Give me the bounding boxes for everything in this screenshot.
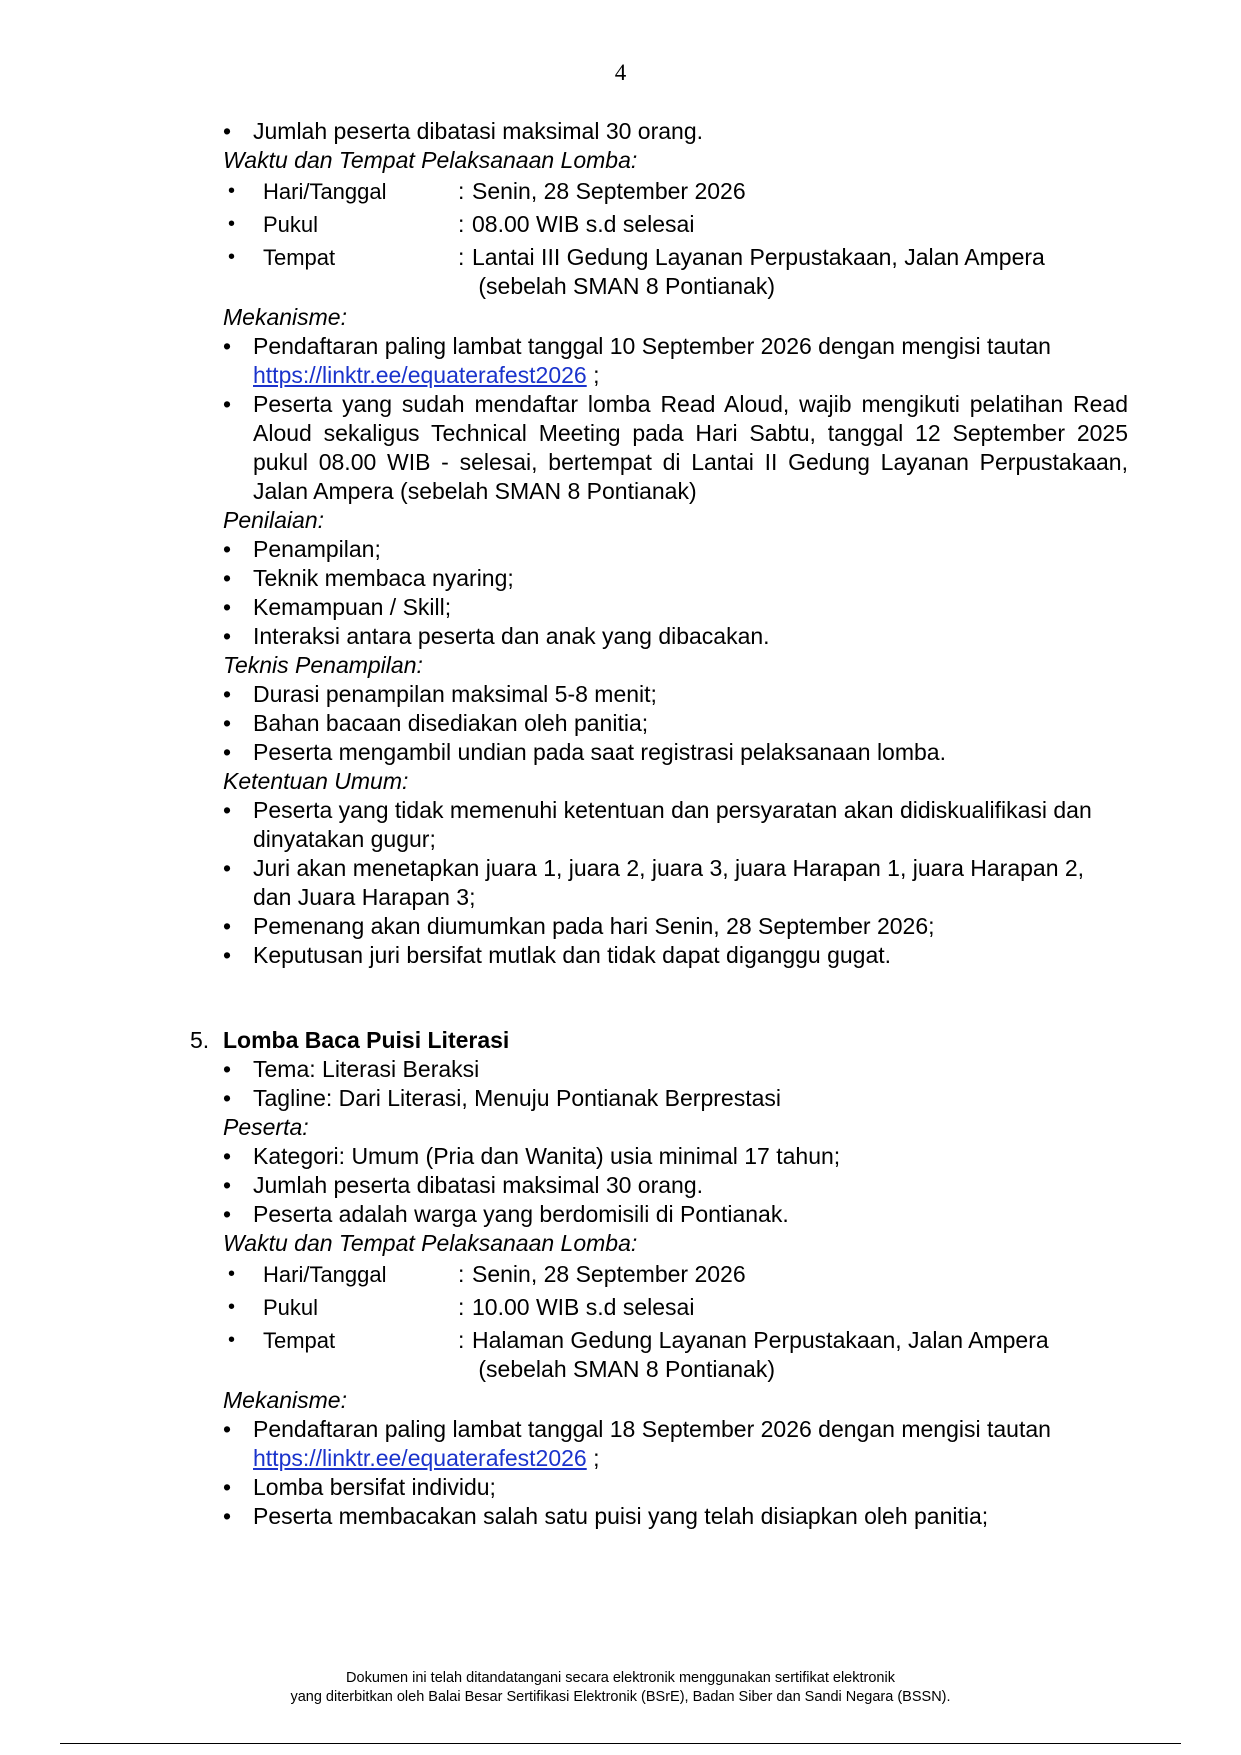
- list-item: • Lomba bersifat individu;: [223, 1473, 1128, 1502]
- list-item: • Peserta yang sudah mendaftar lomba Read Aloud, wajib mengikuti pelatihan Read Aloud sekaligus Technical Meeting pada Hari Sabtu, tanggal 12 September 2025 pukul 08.00 WIB - selesai, bertempat di Lantai II Gedung Layanan Perpustakaan, Jalan Ampera (sebelah SMAN 8 Pontianak): [223, 390, 1128, 506]
- list-item: • Pendaftaran paling lambat tanggal 18 September 2026 dengan mengisi tautan https://linktr.ee/equaterafest2026 ;: [223, 1415, 1128, 1473]
- footer-line: yang diterbitkan oleh Balai Besar Sertifikasi Elektronik (BSrE), Badan Siber dan Sandi Negara (BSSN).: [290, 1689, 951, 1705]
- list-item: • Pemenang akan diumumkan pada hari Senin, 28 September 2026;: [223, 912, 1128, 941]
- section-number: 5.: [190, 1027, 210, 1053]
- info-value: Senin, 28 September 2026: [472, 1261, 746, 1287]
- section-spacer: [223, 970, 1128, 1026]
- section-heading-waktu: Waktu dan Tempat Pelaksanaan Lomba:: [223, 147, 638, 173]
- registration-link[interactable]: https://linktr.ee/equaterafest2026: [253, 362, 587, 388]
- info-label: • Pukul: [263, 1295, 319, 1320]
- list-item: • Peserta yang tidak memenuhi ketentuan dan persyaratan akan didiskualifikasi dan dinyatakan gugur;: [223, 796, 1128, 854]
- list-item: • Peserta membacakan salah satu puisi yang telah disiapkan oleh panitia;: [223, 1502, 1128, 1531]
- info-row-tanggal: [223, 1258, 1128, 1291]
- info-value: Lantai III Gedung Layanan Perpustakaan, Jalan Ampera (sebelah SMAN 8 Pontianak): [472, 244, 1045, 299]
- info-value: Halaman Gedung Layanan Perpustakaan, Jalan Ampera (sebelah SMAN 8 Pontianak): [472, 1327, 1049, 1382]
- info-row-pukul: [223, 1291, 1128, 1324]
- list-item: • Durasi penampilan maksimal 5-8 menit;: [223, 680, 1128, 709]
- section-heading-penilaian: Penilaian:: [223, 507, 325, 533]
- list-item: • Kategori: Umum (Pria dan Wanita) usia minimal 17 tahun;: [223, 1142, 1128, 1171]
- page-number: 4: [614, 60, 627, 85]
- info-label: • Hari/Tanggal: [263, 179, 387, 204]
- registration-link[interactable]: https://linktr.ee/equaterafest2026: [253, 1445, 587, 1471]
- info-label: • Hari/Tanggal: [263, 1262, 387, 1287]
- list-item: • Juri akan menetapkan juara 1, juara 2, juara 3, juara Harapan 1, juara Harapan 2, dan Juara Harapan 3;: [223, 854, 1128, 912]
- section-heading-peserta: Peserta:: [223, 1114, 309, 1140]
- section-title-text: Lomba Baca Puisi Literasi: [223, 1027, 510, 1053]
- info-colon: :: [458, 211, 465, 237]
- list-item: • Jumlah peserta dibatasi maksimal 30 orang.: [223, 1171, 1128, 1200]
- info-row-pukul: [223, 208, 1128, 241]
- info-colon: :: [458, 1327, 465, 1353]
- list-item: • Peserta mengambil undian pada saat registrasi pelaksanaan lomba.: [223, 738, 1128, 767]
- info-row-tempat: [223, 241, 1128, 303]
- info-colon: :: [458, 1261, 465, 1287]
- info-label: • Pukul: [263, 212, 319, 237]
- document-body: [190, 117, 1128, 1531]
- list-item: • Teknik membaca nyaring;: [223, 564, 1128, 593]
- info-colon: :: [458, 1294, 465, 1320]
- section-heading-mekanisme: Mekanisme:: [223, 1387, 347, 1413]
- list-item: • Peserta adalah warga yang berdomisili di Pontianak.: [223, 1200, 1128, 1229]
- info-row-tanggal: [223, 175, 1128, 208]
- info-value: Senin, 28 September 2026: [472, 178, 746, 204]
- footer-line: Dokumen ini telah ditandatangani secara elektronik menggunakan sertifikat elektronik: [346, 1670, 895, 1686]
- section-heading-waktu: Waktu dan Tempat Pelaksanaan Lomba:: [223, 1230, 638, 1256]
- section-title: [190, 1026, 1128, 1055]
- info-colon: :: [458, 178, 465, 204]
- info-colon: :: [458, 244, 465, 270]
- section-heading-mekanisme: Mekanisme:: [223, 304, 347, 330]
- info-label: • Tempat: [263, 1328, 336, 1353]
- list-item: • Keputusan juri bersifat mutlak dan tidak dapat diganggu gugat.: [223, 941, 1128, 970]
- list-item: • Jumlah peserta dibatasi maksimal 30 orang.: [223, 117, 1128, 146]
- list-item: • Tagline: Dari Literasi, Menuju Pontianak Berprestasi: [223, 1084, 1128, 1113]
- list-item: • Interaksi antara peserta dan anak yang dibacakan.: [223, 622, 1128, 651]
- info-value: 10.00 WIB s.d selesai: [472, 1294, 695, 1320]
- info-value: 08.00 WIB s.d selesai: [472, 211, 695, 237]
- footer-divider: [60, 1743, 1181, 1744]
- list-item: • Pendaftaran paling lambat tanggal 10 September 2026 dengan mengisi tautan https://linktr.ee/equaterafest2026 ;: [223, 332, 1128, 390]
- section-heading-teknis: Teknis Penampilan:: [223, 652, 423, 678]
- signature-footer: [0, 1669, 1241, 1707]
- list-item: • Kemampuan / Skill;: [223, 593, 1128, 622]
- info-row-tempat: [223, 1324, 1128, 1386]
- list-item: • Tema: Literasi Beraksi: [223, 1055, 1128, 1084]
- list-item: • Penampilan;: [223, 535, 1128, 564]
- info-label: • Tempat: [263, 245, 336, 270]
- section-heading-ketentuan: Ketentuan Umum:: [223, 768, 409, 794]
- list-item: • Bahan bacaan disediakan oleh panitia;: [223, 709, 1128, 738]
